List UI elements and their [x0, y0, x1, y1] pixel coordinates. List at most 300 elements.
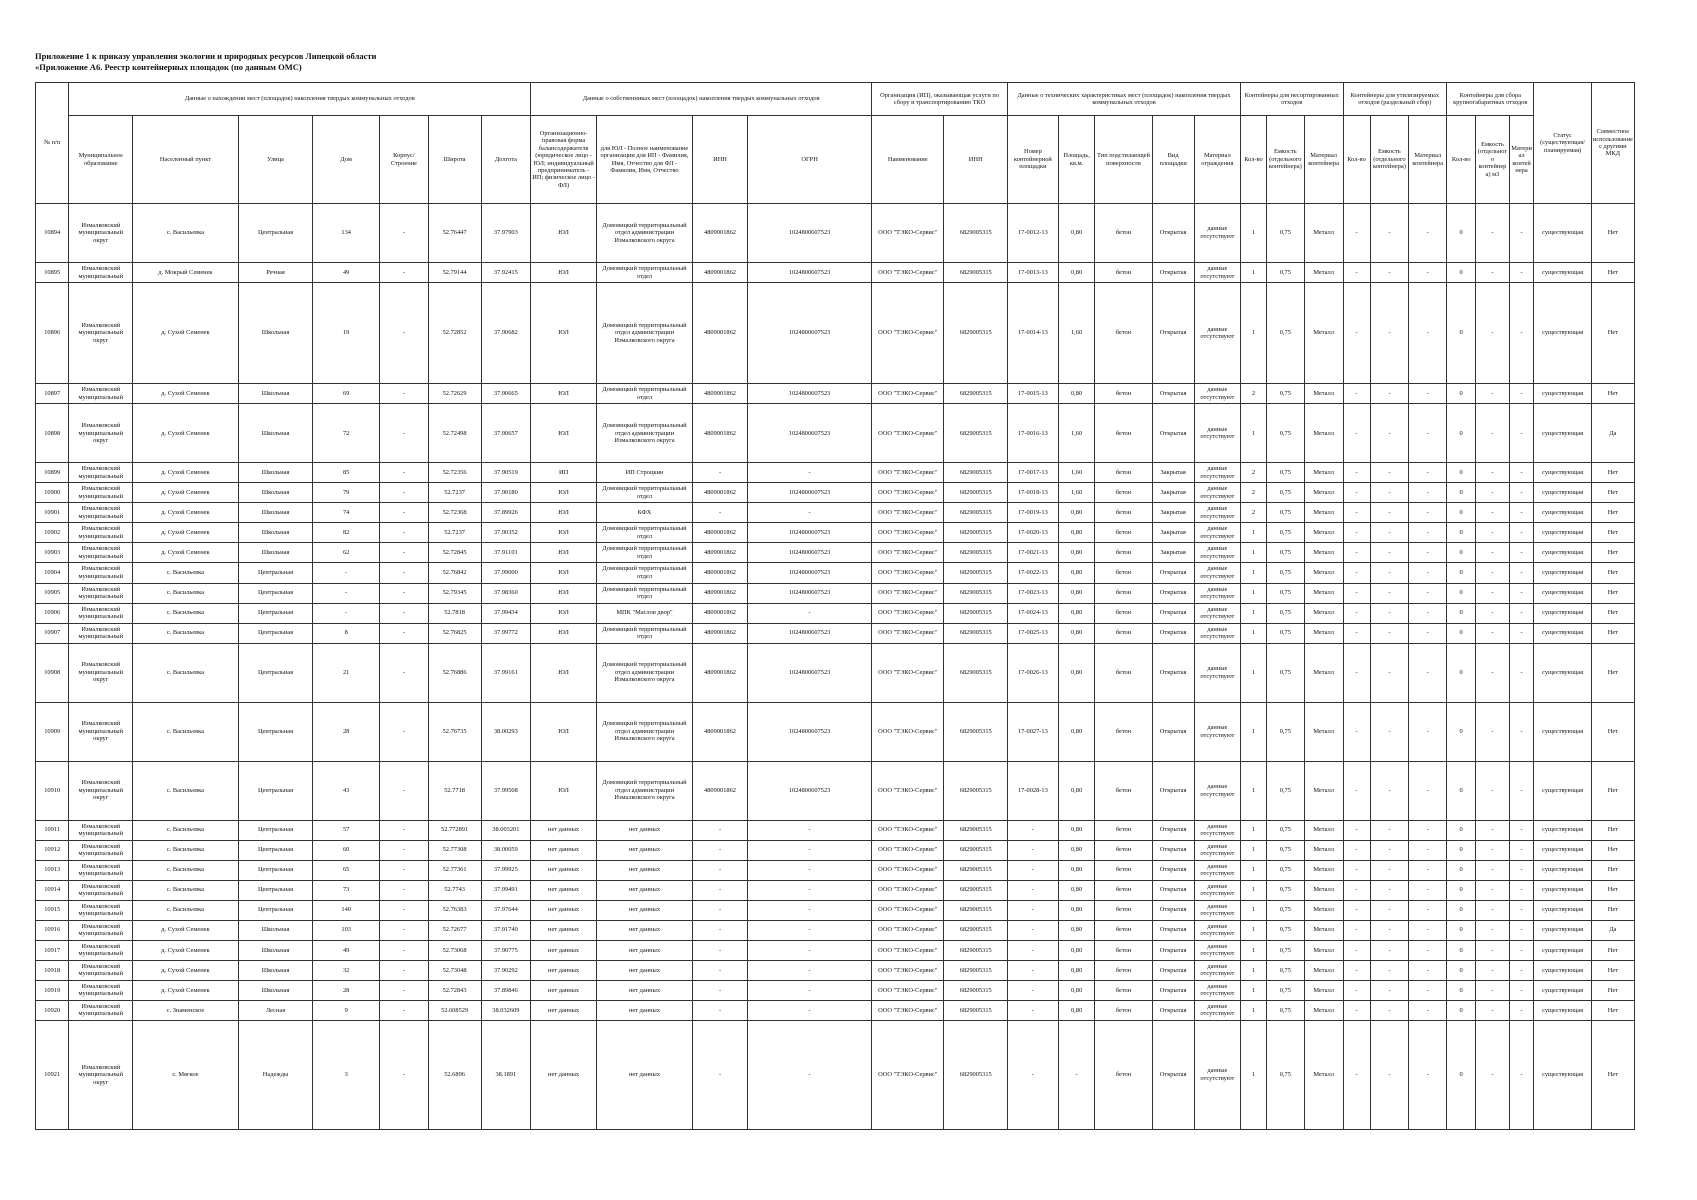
cell-op-inn: 6829005315 [944, 643, 1008, 702]
cell-house: 134 [313, 204, 380, 263]
cell-bulky-material: - [1509, 702, 1534, 761]
cell-lon: 37.99925 [481, 860, 531, 880]
cell-org-form: ЮЛ [531, 523, 597, 543]
cell-num: 10908 [36, 643, 69, 702]
cell-municipality: Измалковский муниципальный [69, 463, 133, 483]
cell-unsorted-count: 1 [1241, 603, 1267, 623]
cell-house: 57 [313, 820, 380, 840]
cell-house: 85 [313, 463, 380, 483]
cell-ogrn: 1024800607523 [748, 283, 872, 384]
cell-fence: данные отсутствуют [1194, 623, 1240, 643]
cell-unsorted-capacity: 0,75 [1266, 483, 1304, 503]
cell-recyclable-capacity: - [1370, 820, 1409, 840]
cell-shared: Нет [1591, 1020, 1634, 1129]
cell-area: 1,60 [1058, 404, 1095, 463]
cell-recyclable-capacity: - [1370, 860, 1409, 880]
cell-settlement: с. Васильевка [133, 840, 239, 860]
cell-bulky-material: - [1509, 880, 1534, 900]
cell-bulky-capacity: - [1476, 960, 1509, 980]
cell-op-name: ООО "ТЭКО-Сервис" [872, 880, 944, 900]
cell-building: - [380, 1000, 429, 1020]
cell-lon: 37.99508 [481, 761, 531, 820]
cell-area: - [1058, 1020, 1095, 1129]
cell-building: - [380, 483, 429, 503]
cell-unsorted-count: 1 [1241, 583, 1267, 603]
cell-municipality: Измалковский муниципальный [69, 262, 133, 282]
cell-site-type: Открытая [1152, 283, 1194, 384]
cell-recyclable-material: - [1409, 840, 1447, 860]
group-unsorted: Контейнеры для несортированных отходов [1241, 83, 1344, 116]
cell-lon: 37.89846 [481, 980, 531, 1000]
cell-org-form: ЮЛ [531, 483, 597, 503]
col-ogrn: ОГРН [748, 116, 872, 204]
table-row [36, 1000, 1635, 1020]
table-row [36, 623, 1635, 643]
table-head [36, 83, 1635, 204]
cell-site-type: Открытая [1152, 900, 1194, 920]
cell-settlement: с. Знаменское [133, 1000, 239, 1020]
cell-settlement: д. Мокрый Семенек [133, 262, 239, 282]
cell-lon: 37.90665 [481, 384, 531, 404]
cell-area: 0,80 [1058, 900, 1095, 920]
cell-recyclable-capacity: - [1370, 940, 1409, 960]
cell-site-number: 17-0013-13 [1008, 262, 1059, 282]
cell-bulky-count: 0 [1447, 583, 1476, 603]
cell-site-type: Закрытая [1152, 483, 1194, 503]
cell-ogrn: - [748, 920, 872, 940]
cell-site-number: 17-0025-13 [1008, 623, 1059, 643]
cell-unsorted-material: Металл [1304, 262, 1343, 282]
cell-owner-name: Домовицкий территориальный отдел [596, 483, 692, 503]
cell-municipality: Измалковский муниципальный [69, 980, 133, 1000]
cell-site-type: Закрытая [1152, 463, 1194, 483]
cell-street: Центральная [238, 623, 312, 643]
cell-op-inn: 6829005315 [944, 623, 1008, 643]
cell-municipality: Измалковский муниципальный округ [69, 204, 133, 263]
cell-recyclable-count: - [1343, 623, 1370, 643]
cell-site-type: Открытая [1152, 1000, 1194, 1020]
cell-inn: 4809001862 [693, 483, 748, 503]
cell-org-form: ЮЛ [531, 563, 597, 583]
cell-lon: 37.99491 [481, 880, 531, 900]
cell-municipality: Измалковский муниципальный [69, 840, 133, 860]
cell-settlement: с. Васильевка [133, 204, 239, 263]
cell-street: Центральная [238, 761, 312, 820]
cell-recyclable-material: - [1409, 543, 1447, 563]
cell-settlement: д. Сухой Семенек [133, 404, 239, 463]
cell-op-name: ООО "ТЭКО-Сервис" [872, 603, 944, 623]
cell-recyclable-capacity: - [1370, 384, 1409, 404]
cell-lat: 52.76842 [428, 563, 481, 583]
col-site-type: Вид площадки [1152, 116, 1194, 204]
cell-unsorted-count: 1 [1241, 880, 1267, 900]
cell-surface: бетон [1095, 583, 1152, 603]
cell-house: 21 [313, 643, 380, 702]
cell-owner-name: Домовицкий территориальный отдел администрации Измалковского округа [596, 702, 692, 761]
cell-org-form: нет данных [531, 980, 597, 1000]
cell-building: - [380, 900, 429, 920]
cell-recyclable-capacity: - [1370, 623, 1409, 643]
cell-recyclable-count: - [1343, 543, 1370, 563]
cell-inn: - [693, 980, 748, 1000]
cell-street: Центральная [238, 860, 312, 880]
cell-bulky-count: 0 [1447, 940, 1476, 960]
cell-building: - [380, 860, 429, 880]
cell-unsorted-count: 1 [1241, 283, 1267, 384]
cell-unsorted-count: 1 [1241, 623, 1267, 643]
cell-bulky-capacity: - [1476, 643, 1509, 702]
cell-site-number: 17-0020-13 [1008, 523, 1059, 543]
cell-building: - [380, 880, 429, 900]
cell-house: 32 [313, 960, 380, 980]
cell-municipality: Измалковский муниципальный округ [69, 283, 133, 384]
cell-recyclable-count: - [1343, 1000, 1370, 1020]
cell-lon: 37.99434 [481, 603, 531, 623]
cell-org-form: ЮЛ [531, 623, 597, 643]
cell-inn: 4809001862 [693, 283, 748, 384]
cell-area: 1,60 [1058, 483, 1095, 503]
cell-ogrn: - [748, 860, 872, 880]
cell-unsorted-count: 1 [1241, 262, 1267, 282]
cell-unsorted-material: Металл [1304, 503, 1343, 523]
cell-recyclable-material: - [1409, 503, 1447, 523]
cell-house: - [313, 603, 380, 623]
cell-bulky-capacity: - [1476, 1000, 1509, 1020]
cell-bulky-material: - [1509, 761, 1534, 820]
cell-num: 10897 [36, 384, 69, 404]
cell-street: Школьная [238, 960, 312, 980]
cell-op-name: ООО "ТЭКО-Сервис" [872, 1020, 944, 1129]
cell-house: 103 [313, 920, 380, 940]
cell-num: 10919 [36, 980, 69, 1000]
cell-status: существующая [1534, 860, 1591, 880]
cell-municipality: Измалковский муниципальный [69, 503, 133, 523]
cell-unsorted-count: 1 [1241, 940, 1267, 960]
cell-site-type: Открытая [1152, 603, 1194, 623]
cell-bulky-count: 0 [1447, 980, 1476, 1000]
cell-recyclable-material: - [1409, 283, 1447, 384]
cell-recyclable-capacity: - [1370, 980, 1409, 1000]
cell-unsorted-capacity: 0,75 [1266, 840, 1304, 860]
cell-status: существующая [1534, 880, 1591, 900]
cell-status: существующая [1534, 623, 1591, 643]
cell-bulky-capacity: - [1476, 623, 1509, 643]
cell-bulky-count: 0 [1447, 820, 1476, 840]
cell-site-number: - [1008, 980, 1059, 1000]
cell-building: - [380, 920, 429, 940]
title-line-1: Приложение 1 к приказу управления экологии и природных ресурсов Липецкой области [35, 51, 377, 61]
cell-op-inn: 6829005315 [944, 483, 1008, 503]
cell-inn: 4809001862 [693, 702, 748, 761]
table-row [36, 840, 1635, 860]
cell-recyclable-capacity: - [1370, 543, 1409, 563]
cell-recyclable-count: - [1343, 463, 1370, 483]
cell-recyclable-count: - [1343, 960, 1370, 980]
cell-org-form: нет данных [531, 940, 597, 960]
page-title [35, 51, 376, 73]
cell-municipality: Измалковский муниципальный [69, 583, 133, 603]
cell-site-number: - [1008, 920, 1059, 940]
cell-org-form: нет данных [531, 860, 597, 880]
cell-recyclable-capacity: - [1370, 643, 1409, 702]
cell-op-inn: 6829005315 [944, 283, 1008, 384]
cell-num: 10905 [36, 583, 69, 603]
cell-recyclable-count: - [1343, 283, 1370, 384]
cell-unsorted-material: Металл [1304, 840, 1343, 860]
cell-shared: Нет [1591, 483, 1634, 503]
cell-bulky-count: 0 [1447, 920, 1476, 940]
cell-status: существующая [1534, 503, 1591, 523]
cell-bulky-capacity: - [1476, 543, 1509, 563]
cell-ogrn: - [748, 820, 872, 840]
cell-recyclable-count: - [1343, 920, 1370, 940]
cell-recyclable-capacity: - [1370, 702, 1409, 761]
cell-num: 10904 [36, 563, 69, 583]
cell-settlement: д. Сухой Семенек [133, 543, 239, 563]
cell-unsorted-material: Металл [1304, 523, 1343, 543]
cell-recyclable-count: - [1343, 880, 1370, 900]
cell-lon: 37.91740 [481, 920, 531, 940]
cell-site-type: Открытая [1152, 960, 1194, 980]
cell-bulky-count: 0 [1447, 643, 1476, 702]
cell-recyclable-count: - [1343, 820, 1370, 840]
cell-house: 43 [313, 761, 380, 820]
cell-municipality: Измалковский муниципальный [69, 603, 133, 623]
cell-org-form: ЮЛ [531, 702, 597, 761]
cell-inn: 4809001862 [693, 262, 748, 282]
cell-bulky-capacity: - [1476, 900, 1509, 920]
cell-shared: Нет [1591, 563, 1634, 583]
cell-inn: 4809001862 [693, 603, 748, 623]
cell-site-number: 17-0014-13 [1008, 283, 1059, 384]
cell-recyclable-count: - [1343, 940, 1370, 960]
cell-unsorted-material: Металл [1304, 563, 1343, 583]
cell-lon: 37.99161 [481, 643, 531, 702]
cell-bulky-count: 0 [1447, 543, 1476, 563]
cell-recyclable-count: - [1343, 1020, 1370, 1129]
cell-recyclable-count: - [1343, 840, 1370, 860]
cell-fence: данные отсутствуют [1194, 920, 1240, 940]
cell-site-type: Открытая [1152, 702, 1194, 761]
cell-recyclable-material: - [1409, 603, 1447, 623]
cell-bulky-capacity: - [1476, 940, 1509, 960]
cell-status: существующая [1534, 1020, 1591, 1129]
cell-unsorted-material: Металл [1304, 483, 1343, 503]
cell-owner-name: нет данных [596, 940, 692, 960]
cell-lat: 52.7818 [428, 603, 481, 623]
cell-unsorted-capacity: 0,75 [1266, 583, 1304, 603]
cell-settlement: с. Васильевка [133, 583, 239, 603]
cell-unsorted-material: Металл [1304, 940, 1343, 960]
cell-lat: 52.72843 [428, 980, 481, 1000]
cell-recyclable-material: - [1409, 384, 1447, 404]
table-row [36, 543, 1635, 563]
cell-area: 0,80 [1058, 643, 1095, 702]
cell-lat: 52.7718 [428, 761, 481, 820]
cell-op-inn: 6829005315 [944, 1020, 1008, 1129]
cell-recyclable-material: - [1409, 563, 1447, 583]
cell-unsorted-count: 2 [1241, 503, 1267, 523]
cell-recyclable-material: - [1409, 820, 1447, 840]
cell-org-form: нет данных [531, 880, 597, 900]
cell-unsorted-count: 2 [1241, 483, 1267, 503]
table-row [36, 583, 1635, 603]
cell-street: Центральная [238, 603, 312, 623]
cell-bulky-count: 0 [1447, 702, 1476, 761]
table-row [36, 283, 1635, 384]
col-recyclable-material: Материал контейнера [1409, 116, 1447, 204]
cell-street: Центральная [238, 702, 312, 761]
cell-owner-name: нет данных [596, 880, 692, 900]
cell-bulky-capacity: - [1476, 283, 1509, 384]
cell-op-inn: 6829005315 [944, 880, 1008, 900]
cell-owner-name: ИП Строцкин [596, 463, 692, 483]
cell-ogrn: - [748, 880, 872, 900]
cell-bulky-capacity: - [1476, 463, 1509, 483]
cell-status: существующая [1534, 523, 1591, 543]
cell-recyclable-material: - [1409, 960, 1447, 980]
col-building: Корпус/Строение [380, 116, 429, 204]
cell-bulky-count: 0 [1447, 262, 1476, 282]
cell-lon: 37.90775 [481, 940, 531, 960]
cell-fence: данные отсутствуют [1194, 840, 1240, 860]
cell-fence: данные отсутствуют [1194, 483, 1240, 503]
cell-owner-name: Домовицкий территориальный отдел [596, 623, 692, 643]
cell-inn: 4809001862 [693, 543, 748, 563]
cell-street: Речная [238, 262, 312, 282]
table-row [36, 384, 1635, 404]
cell-org-form: ЮЛ [531, 283, 597, 384]
cell-ogrn: - [748, 960, 872, 980]
cell-bulky-capacity: - [1476, 860, 1509, 880]
cell-shared: Нет [1591, 583, 1634, 603]
table-row [36, 920, 1635, 940]
cell-area: 0,80 [1058, 523, 1095, 543]
cell-site-number: - [1008, 820, 1059, 840]
cell-fence: данные отсутствуют [1194, 563, 1240, 583]
table-row [36, 761, 1635, 820]
cell-ogrn: - [748, 463, 872, 483]
cell-unsorted-capacity: 0,75 [1266, 761, 1304, 820]
cell-num: 10920 [36, 1000, 69, 1020]
cell-inn: 4809001862 [693, 623, 748, 643]
cell-site-number: - [1008, 840, 1059, 860]
cell-building: - [380, 840, 429, 860]
cell-surface: бетон [1095, 702, 1152, 761]
cell-bulky-capacity: - [1476, 563, 1509, 583]
cell-inn: 4809001862 [693, 761, 748, 820]
cell-fence: данные отсутствуют [1194, 940, 1240, 960]
cell-op-name: ООО "ТЭКО-Сервис" [872, 840, 944, 860]
cell-inn: 4809001862 [693, 643, 748, 702]
cell-recyclable-material: - [1409, 980, 1447, 1000]
cell-ogrn: 1024800607523 [748, 583, 872, 603]
cell-op-name: ООО "ТЭКО-Сервис" [872, 900, 944, 920]
cell-surface: бетон [1095, 920, 1152, 940]
cell-bulky-count: 0 [1447, 404, 1476, 463]
cell-area: 0,80 [1058, 543, 1095, 563]
cell-op-inn: 6829005315 [944, 563, 1008, 583]
cell-unsorted-capacity: 0,75 [1266, 900, 1304, 920]
cell-recyclable-capacity: - [1370, 900, 1409, 920]
cell-num: 10899 [36, 463, 69, 483]
cell-settlement: с. Васильевка [133, 761, 239, 820]
cell-unsorted-material: Металл [1304, 623, 1343, 643]
cell-fence: данные отсутствуют [1194, 463, 1240, 483]
cell-lat: 52.77361 [428, 860, 481, 880]
cell-site-number: 17-0024-13 [1008, 603, 1059, 623]
cell-ogrn: 1024800607523 [748, 204, 872, 263]
cell-lat: 52.7237 [428, 483, 481, 503]
cell-bulky-count: 0 [1447, 603, 1476, 623]
cell-street: Школьная [238, 940, 312, 960]
table-row [36, 603, 1635, 623]
cell-bulky-capacity: - [1476, 1020, 1509, 1129]
cell-org-form: ЮЛ [531, 603, 597, 623]
cell-street: Центральная [238, 563, 312, 583]
cell-bulky-capacity: - [1476, 920, 1509, 940]
cell-fence: данные отсутствуют [1194, 523, 1240, 543]
cell-house: 140 [313, 900, 380, 920]
cell-bulky-material: - [1509, 623, 1534, 643]
cell-building: - [380, 820, 429, 840]
cell-inn: 4809001862 [693, 583, 748, 603]
table-row [36, 483, 1635, 503]
cell-building: - [380, 283, 429, 384]
cell-op-inn: 6829005315 [944, 523, 1008, 543]
cell-op-inn: 6829005315 [944, 404, 1008, 463]
cell-area: 1,60 [1058, 283, 1095, 384]
cell-shared: Нет [1591, 643, 1634, 702]
cell-recyclable-capacity: - [1370, 880, 1409, 900]
cell-lat: 52.73048 [428, 960, 481, 980]
title-line-2: «Приложение А6. Реестр контейнерных площадок (по данным ОМС) [35, 62, 302, 72]
col-recyclable-capacity: Емкость (отдельного контейнера) [1370, 116, 1409, 204]
cell-recyclable-material: - [1409, 940, 1447, 960]
cell-unsorted-capacity: 0,75 [1266, 283, 1304, 384]
cell-lat: 52.608529 [428, 1000, 481, 1020]
cell-lon: 38.032609 [481, 1000, 531, 1020]
cell-site-number: 17-0023-13 [1008, 583, 1059, 603]
cell-building: - [380, 583, 429, 603]
cell-owner-name: Домовицкий территориальный отдел [596, 583, 692, 603]
table-row [36, 960, 1635, 980]
cell-owner-name: нет данных [596, 860, 692, 880]
cell-owner-name: нет данных [596, 900, 692, 920]
cell-recyclable-material: - [1409, 262, 1447, 282]
cell-inn: 4809001862 [693, 204, 748, 263]
cell-site-type: Открытая [1152, 204, 1194, 263]
cell-status: существующая [1534, 463, 1591, 483]
cell-surface: бетон [1095, 880, 1152, 900]
cell-owner-name: нет данных [596, 1020, 692, 1129]
cell-surface: бетон [1095, 262, 1152, 282]
cell-unsorted-count: 1 [1241, 204, 1267, 263]
cell-surface: бетон [1095, 623, 1152, 643]
cell-recyclable-capacity: - [1370, 960, 1409, 980]
cell-bulky-capacity: - [1476, 204, 1509, 263]
cell-surface: бетон [1095, 900, 1152, 920]
group-bulky: Контейнеры для сбора крупногабаритных отходов [1447, 83, 1534, 116]
cell-op-name: ООО "ТЭКО-Сервис" [872, 404, 944, 463]
cell-house: 73 [313, 880, 380, 900]
cell-recyclable-capacity: - [1370, 920, 1409, 940]
cell-bulky-capacity: - [1476, 503, 1509, 523]
cell-surface: бетон [1095, 204, 1152, 263]
cell-shared: Нет [1591, 204, 1634, 263]
cell-area: 0,80 [1058, 702, 1095, 761]
cell-recyclable-material: - [1409, 880, 1447, 900]
